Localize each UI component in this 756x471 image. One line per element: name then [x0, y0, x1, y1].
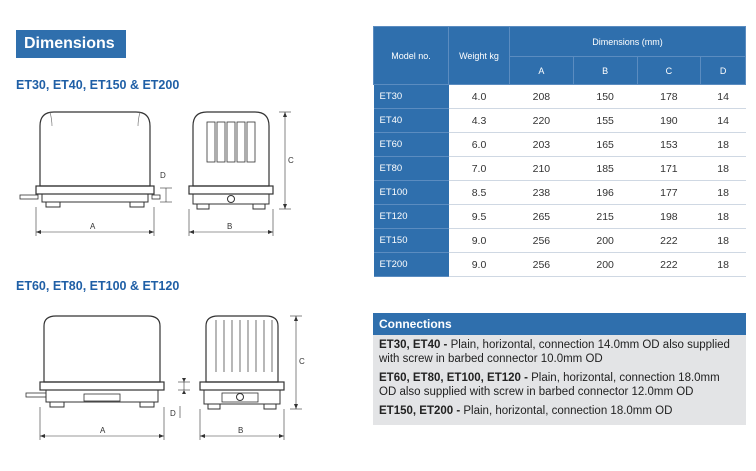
section-title: Dimensions — [16, 30, 126, 58]
cell-model: ET80 — [374, 157, 449, 181]
cell-a: 256 — [510, 253, 574, 277]
cell-a: 203 — [510, 133, 574, 157]
dim-label-b-2: B — [238, 426, 244, 435]
table-row — [374, 133, 746, 157]
cell-d: 18 — [701, 229, 746, 253]
cell-model: ET40 — [374, 109, 449, 133]
cell-model: ET30 — [374, 85, 449, 109]
table-row — [374, 181, 746, 205]
cell-a: 265 — [510, 205, 574, 229]
connection-models: ET30, ET40 - — [379, 339, 448, 351]
dim-label-a: A — [90, 222, 96, 231]
cell-weight: 7.0 — [449, 157, 510, 181]
group-title-1: ET30, ET40, ET150 & ET200 — [16, 78, 180, 92]
table-row — [374, 229, 746, 253]
cell-weight: 9.5 — [449, 205, 510, 229]
cell-c: 190 — [637, 109, 701, 133]
cell-model: ET200 — [374, 253, 449, 277]
cell-d: 18 — [701, 253, 746, 277]
cell-weight: 4.3 — [449, 109, 510, 133]
table-row — [374, 253, 746, 277]
dim-label-c-2: C — [299, 357, 305, 366]
cell-model: ET120 — [374, 205, 449, 229]
connection-text: Plain, horizontal, connection 14.0mm OD also supplied with screw in barbed connector 10.0mm OD — [379, 339, 730, 365]
dim-label-a-2: A — [100, 426, 106, 435]
cell-d: 18 — [701, 181, 746, 205]
cell-a: 220 — [510, 109, 574, 133]
cell-model: ET60 — [374, 133, 449, 157]
cell-c: 177 — [637, 181, 701, 205]
cell-a: 210 — [510, 157, 574, 181]
cell-d: 18 — [701, 157, 746, 181]
dim-label-c: C — [288, 156, 294, 165]
cell-d: 18 — [701, 205, 746, 229]
header-d: D — [701, 57, 746, 85]
header-dimensions: Dimensions (mm) — [510, 27, 746, 57]
header-model: Model no. — [374, 27, 449, 85]
cell-c: 153 — [637, 133, 701, 157]
connection-models: ET60, ET80, ET100, ET120 - — [379, 372, 528, 384]
pump-front-view-2 — [160, 312, 310, 447]
cell-a: 238 — [510, 181, 574, 205]
cell-c: 178 — [637, 85, 701, 109]
cell-weight: 9.0 — [449, 253, 510, 277]
cell-b: 165 — [573, 133, 637, 157]
table-row — [374, 109, 746, 133]
header-weight: Weight kg — [449, 27, 510, 85]
cell-a: 256 — [510, 229, 574, 253]
connections-box — [373, 313, 746, 425]
cell-c: 222 — [637, 253, 701, 277]
header-b: B — [573, 57, 637, 85]
cell-d: 14 — [701, 109, 746, 133]
cell-weight: 4.0 — [449, 85, 510, 109]
table-row — [374, 157, 746, 181]
cell-c: 222 — [637, 229, 701, 253]
cell-c: 198 — [637, 205, 701, 229]
connections-body — [373, 335, 746, 425]
cell-b: 215 — [573, 205, 637, 229]
cell-b: 196 — [573, 181, 637, 205]
cell-d: 18 — [701, 133, 746, 157]
connection-text: Plain, horizontal, connection 18.0mm OD also supplied with screw in barbed connector 12.0mm OD — [379, 372, 720, 398]
header-c: C — [637, 57, 701, 85]
pump-side-view-1 — [14, 108, 174, 243]
connection-item — [379, 339, 740, 366]
table-row — [374, 205, 746, 229]
cell-b: 200 — [573, 229, 637, 253]
pump-front-view-1 — [185, 108, 300, 243]
cell-weight: 8.5 — [449, 181, 510, 205]
dimensions-table — [373, 26, 746, 277]
connection-item — [379, 405, 740, 419]
cell-c: 171 — [637, 157, 701, 181]
connection-models: ET150, ET200 - — [379, 405, 461, 417]
cell-a: 208 — [510, 85, 574, 109]
cell-b: 185 — [573, 157, 637, 181]
cell-b: 200 — [573, 253, 637, 277]
table-row — [374, 85, 746, 109]
header-a: A — [510, 57, 574, 85]
connections-title: Connections — [373, 313, 746, 335]
connection-text: Plain, horizontal, connection 18.0mm OD — [460, 405, 673, 417]
connection-item — [379, 372, 740, 399]
dim-label-d-2: D — [170, 409, 176, 418]
cell-model: ET100 — [374, 181, 449, 205]
cell-b: 155 — [573, 109, 637, 133]
cell-weight: 6.0 — [449, 133, 510, 157]
cell-b: 150 — [573, 85, 637, 109]
cell-weight: 9.0 — [449, 229, 510, 253]
cell-d: 14 — [701, 85, 746, 109]
dim-label-b: B — [227, 222, 233, 231]
cell-model: ET150 — [374, 229, 449, 253]
group-title-2: ET60, ET80, ET100 & ET120 — [16, 279, 180, 293]
dim-label-d: D — [160, 171, 166, 180]
